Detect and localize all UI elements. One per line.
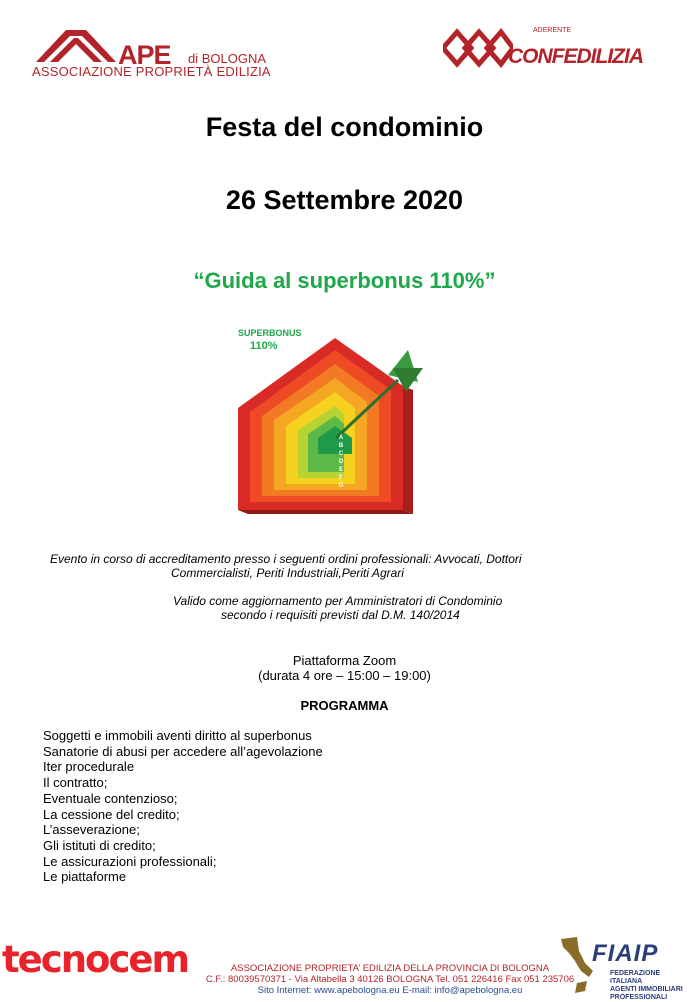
fiaip-word: FIAIP — [592, 940, 659, 967]
footer-association: ASSOCIAZIONE PROPRIETA’ EDILIZIA DELLA PROVINCIA DI BOLOGNA — [230, 963, 550, 974]
program-list — [43, 728, 323, 885]
ape-logo-word: APE — [118, 40, 171, 70]
page-title: Festa del condominio — [205, 112, 484, 142]
energy-class-letter: G — [338, 483, 344, 489]
event-subtitle: “Guida al superbonus 110%” — [193, 268, 496, 293]
validity-line-2: secondo i requisiti previsti dal D.M. 140/2014 — [221, 608, 460, 622]
confedilizia-logo — [438, 20, 643, 78]
footer-website: Sito Internet: www.apebologna.eu E-mail: info@apebologna.eu — [257, 985, 523, 996]
validity-line-1: Valido come aggiornamento per Amministratori di Condominio — [173, 594, 503, 608]
fiaip-sub-line-1: FEDERAZIONE ITALIANA — [610, 970, 661, 985]
list-item: Il contratto; — [43, 775, 108, 791]
accreditation-note — [50, 552, 522, 580]
ape-logo-city: di BOLOGNA — [188, 51, 267, 66]
energy-class-letters — [336, 434, 346, 490]
confedilizia-aderente: ADERENTE — [533, 27, 572, 34]
list-item: Soggetti e immobili aventi diritto al superbonus — [43, 728, 312, 743]
program-heading: PROGRAMMA — [300, 698, 389, 713]
confedilizia-mark-icon — [443, 28, 513, 68]
event-date: 26 Settembre 2020 — [225, 185, 464, 215]
fiaip-sub-line-3: PROFESSIONALI — [610, 994, 668, 1001]
fiaip-sub-line-2: AGENTI IMMOBILIARI — [610, 986, 683, 993]
energy-class-letter: E — [338, 467, 343, 473]
list-item: Gli istituti di credito; — [43, 837, 156, 853]
confedilizia-word: CONFEDILIZIA — [508, 45, 643, 68]
validity-note — [173, 594, 502, 622]
superbonus-house-illustration — [228, 320, 443, 520]
ape-roof-icon — [36, 26, 126, 64]
energy-class-letter: B — [338, 443, 344, 449]
platform-line-2: (durata 4 ore – 15:00 – 19:00) — [258, 668, 431, 683]
fiaip-subtitle — [610, 970, 689, 1002]
list-item: L’asseverazione; — [43, 822, 140, 838]
fiaip-logo — [555, 935, 689, 1001]
energy-class-letter: F — [339, 475, 343, 481]
energy-class-letter: C — [338, 451, 344, 457]
tecnocem-word: tecnocem — [2, 938, 189, 981]
accreditation-line-1: Evento in corso di accreditamento presso i seguenti ordini professionali: Avvocati, Dottori — [50, 552, 522, 566]
list-item: La cessione del credito; — [43, 806, 180, 822]
footer-address: C.F.: 80039570371 - Via Altabella 3 40126 BOLOGNA Tel. 051 226416 Fax 051 235706 — [205, 974, 575, 985]
list-item: Eventuale contenzioso; — [43, 790, 178, 806]
superbonus-label: SUPERBONUS — [238, 328, 302, 338]
energy-class-letter: D — [338, 459, 344, 465]
ape-logo-assoc: ASSOCIAZIONE PROPRIETÀ EDILIZIA — [32, 64, 271, 79]
ape-bologna-logo — [30, 20, 280, 80]
list-item: Iter procedurale — [43, 759, 135, 775]
list-item: Le piattaforme — [43, 869, 127, 885]
list-item: Sanatorie di abusi per accedere all’agevolazione — [43, 743, 323, 759]
platform-line-1: Piattaforma Zoom — [292, 653, 397, 668]
italy-map-icon — [555, 937, 595, 995]
accreditation-line-2: Commercialisti, Periti Industriali,Periti Agrari — [171, 566, 404, 580]
energy-class-letter: A — [338, 435, 344, 441]
list-item: Le assicurazioni professionali; — [43, 853, 217, 869]
superbonus-percent: 110% — [250, 340, 278, 352]
